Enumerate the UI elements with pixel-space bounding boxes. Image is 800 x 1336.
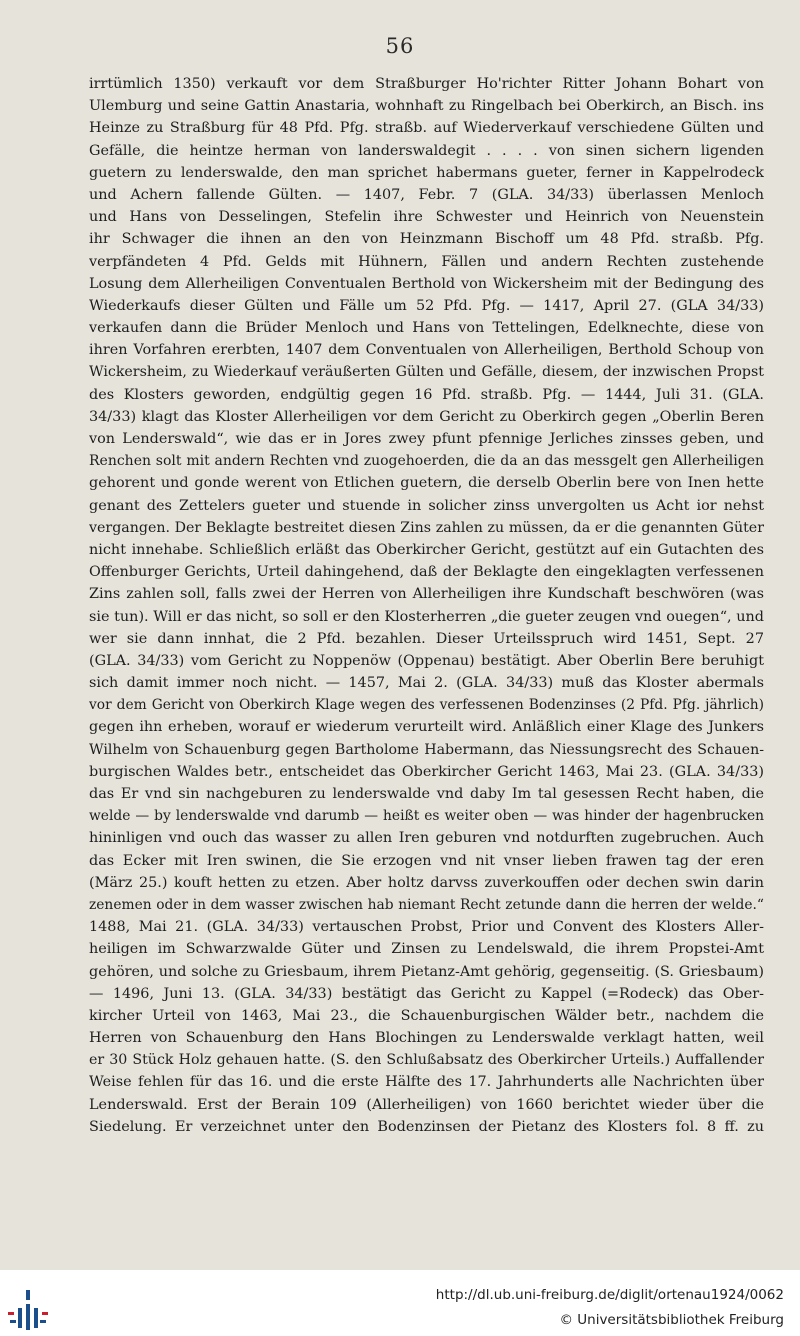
text-line: Zins zahlen soll, falls zwei der Herren von Allerheiligen ihre Kundschaft beschwören (was	[89, 586, 764, 603]
text-line: 1488, Mai 21. (GLA. 34/33) vertauschen Probst, Prior und Convent des Klosters Aller-	[89, 919, 764, 936]
text-line: — 1496, Juni 13. (GLA. 34/33) bestätigt das Gericht zu Kappel (=Rodeck) das Ober-	[89, 985, 764, 1002]
text-line: (GLA. 34/33) vom Gericht zu Noppenöw (Oppenau) bestätigt. Aber Oberlin Bere beruhigt	[89, 652, 764, 669]
text-line: sie tun). Will er das nicht, so soll er den Klosterherren „die gueter zeugen vnd ouegen“, und	[89, 608, 764, 625]
university-library-logo-icon	[8, 1288, 48, 1332]
text-line: sich damit immer noch nicht. — 1457, Mai 2. (GLA. 34/33) muß das Kloster abermals	[89, 675, 764, 692]
text-line: verkaufen dann die Brüder Menloch und Hans von Tettelingen, Edelknechte, diese von	[89, 320, 764, 337]
source-url-link[interactable]: http://dl.ub.uni-freiburg.de/diglit/ortenau1924/0062	[435, 1287, 784, 1303]
text-line: burgischen Waldes betr., entscheidet das Oberkircher Gericht 1463, Mai 23. (GLA. 34/33)	[89, 763, 764, 780]
text-line: hininligen vnd ouch das wasser zu allen Iren geburen vnd notdurften zugebruchen. Auch	[89, 830, 764, 847]
text-line: heiligen im Schwarzwalde Güter und Zinsen zu Lendelswald, die ihrem Propstei-Amt	[89, 941, 764, 958]
text-line: 34/33) klagt das Kloster Allerheiligen vor dem Gericht zu Oberkirch gegen „Oberlin Beren	[89, 408, 764, 425]
text-line: Lenderswald. Erst der Berain 109 (Allerheiligen) von 1660 berichtet wieder über die	[89, 1096, 764, 1113]
text-line: gehören, und solche zu Griesbaum, ihrem Pietanz-Amt gehörig, gegenseitig. (S. Griesbaum)	[89, 963, 764, 980]
text-line: Weise fehlen für das 16. und die erste Hälfte des 17. Jahrhunderts alle Nachrichten über	[89, 1074, 764, 1091]
text-line: vor dem Gericht von Oberkirch Klage wegen des verfessenen Bodenzinses (2 Pfd. Pfg. jährlich)	[89, 697, 764, 714]
text-line: Ulemburg und seine Gattin Anastaria, wohnhaft zu Ringelbach bei Oberkirch, an Bisch. ins	[89, 98, 764, 115]
text-line: und Achern fallende Gülten. — 1407, Febr. 7 (GLA. 34/33) überlassen Menloch	[89, 186, 764, 203]
text-line: verpfändeten 4 Pfd. Gelds mit Hühnern, Fällen und andern Rechten zustehende	[89, 253, 764, 270]
text-line: gehorent und gonde werent von Etlichen guetern, die derselb Oberlin bere von Inen hette	[89, 475, 764, 492]
text-line: Herren von Schauenburg den Hans Blochingen zu Lenderswalde verklagt hatten, weil	[89, 1030, 764, 1047]
text-line: guetern zu lenderswalde, den man sprichet habermans gueter, ferner in Kappelrodeck	[89, 164, 764, 181]
copyright-notice: © Universitätsbibliothek Freiburg	[559, 1312, 784, 1328]
text-line: nicht innehabe. Schließlich erläßt das Oberkircher Gericht, gestützt auf ein Gutachten des	[89, 541, 764, 558]
text-line: vergangen. Der Beklagte bestreitet diesen Zins zahlen zu müssen, da er die genannten Güter	[89, 519, 764, 536]
text-line: das Er vnd sin nachgeburen zu lenderswalde vnd daby Im tal gesessen Recht haben, die	[89, 786, 764, 802]
text-line: Losung dem Allerheiligen Conventualen Berthold von Wickersheim mit der Bedingung des	[89, 275, 764, 292]
text-line: Renchen solt mit andern Rechten vnd zuogehoerden, die da an das messgelt gen Allerheiligen	[89, 453, 764, 470]
text-line: Wickersheim, zu Wiederkauf veräußerten Gülten und Gefälle, diesem, der inzwischen Propst	[89, 364, 764, 381]
text-line: Wiederkaufs dieser Gülten und Fälle um 52 Pfd. Pfg. — 1417, April 27. (GLA 34/33)	[89, 297, 764, 314]
text-line: er 30 Stück Holz gehauen hatte. (S. den Schlußabsatz des Oberkircher Urteils.) Auffallender	[89, 1052, 764, 1069]
page-number: 56	[385, 34, 415, 58]
text-line: ihr Schwager die ihnen an den von Heinzmann Bischoff um 48 Pfd. straßb. Pfg.	[89, 231, 764, 248]
text-line: irrtümlich 1350) verkauft vor dem Straßburger Ho'richter Ritter Johann Bohart von	[89, 76, 764, 92]
text-line: ihren Vorfahren ererbten, 1407 dem Conventualen von Allerheiligen, Berthold Schoup von	[89, 342, 764, 359]
text-line: wer sie dann innhat, die 2 Pfd. bezahlen. Dieser Urteilsspruch wird 1451, Sept. 27	[89, 630, 764, 647]
text-line: Heinze zu Straßburg für 48 Pfd. Pfg. straßb. auf Wiederverkauf verschiedene Gülten und	[89, 120, 764, 137]
footer	[0, 1270, 800, 1336]
text-line: welde — by lenderswalde vnd darumb — heißt es weiter oben — was hinder der hagenbrucken	[89, 808, 764, 825]
text-line: zenemen oder in dem wasser zwischen hab niemant Recht zetunde dann die herren der welde.“	[89, 896, 764, 913]
text-line: genant des Zettelers gueter und stuende in solicher zinss unvergolten us Acht ior nehst	[89, 497, 764, 514]
text-line: und Hans von Desselingen, Stefelin ihre Schwester und Heinrich von Neuenstein	[89, 209, 764, 226]
text-line: Siedelung. Er verzeichnet unter den Bodenzinsen der Pietanz des Klosters fol. 8 ff. zu	[89, 1118, 764, 1135]
page-body-text	[89, 73, 764, 1138]
text-line: (März 25.) kouft hetten zu etzen. Aber holtz darvss zuverkouffen oder dechen swin darin	[89, 874, 764, 891]
text-line: Wilhelm von Schauenburg gegen Bartholome Habermann, das Niessungsrecht des Schauen-	[89, 741, 764, 758]
text-line: Gefälle, die heintze herman von landerswaldegit . . . . von sinen sichern ligenden	[89, 142, 764, 159]
text-line: kircher Urteil von 1463, Mai 23., die Schauenburgischen Wälder betr., nachdem die	[89, 1007, 764, 1024]
text-line: von Lenderswald“, wie das er in Jores zwey pfunt pfennige Jerliches zinsses geben, und	[89, 431, 764, 447]
text-line: gegen ihn erheben, worauf er wiederum verurteilt wird. Anläßlich einer Klage des Junkers	[89, 719, 764, 736]
text-line: Offenburger Gerichts, Urteil dahingehend, daß der Beklagte den eingeklagten verfessenen	[89, 564, 764, 581]
text-line: das Ecker mit Iren swinen, die Sie erzogen vnd nit vnser lieben frawen tag der eren	[89, 852, 764, 869]
text-line: des Klosters geworden, endgültig gegen 16 Pfd. straßb. Pfg. — 1444, Juli 31. (GLA.	[89, 386, 764, 403]
